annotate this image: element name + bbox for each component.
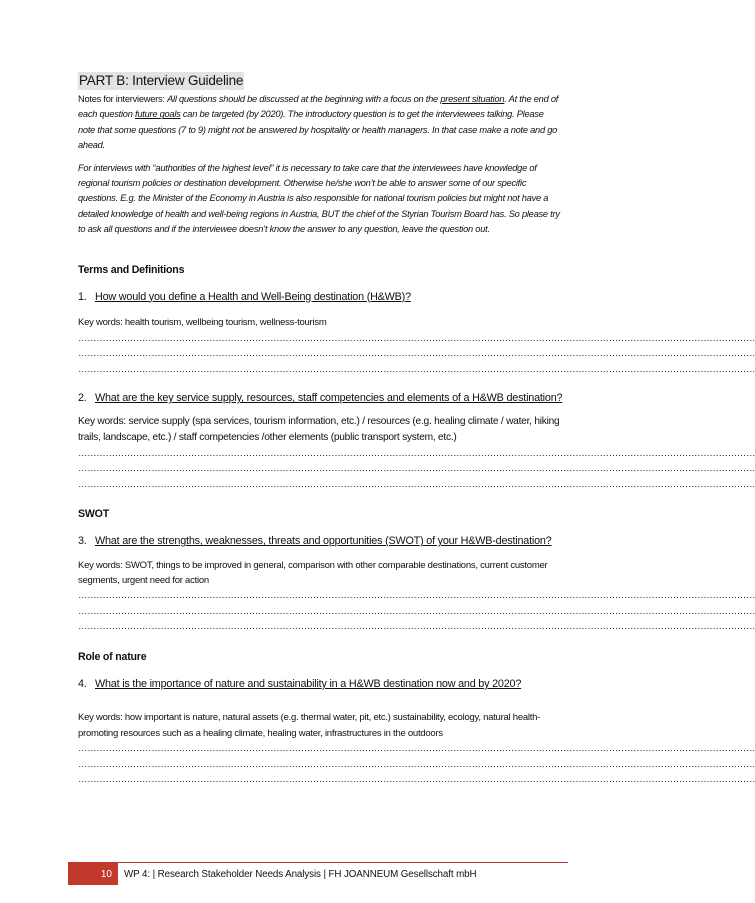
question-text: What is the importance of nature and sustainability in a H&WB destination now and by 2020? (95, 677, 522, 690)
keywords-1: Key words: health tourism, wellbeing tourism, wellness-tourism (78, 317, 327, 329)
section-heading-nature: Role of nature (78, 650, 147, 663)
answer-line: …………………………………………………………………………………………………………………………………………………………………………………………………… (78, 605, 755, 617)
question-number: 2. (78, 392, 87, 405)
page-footer (68, 862, 568, 885)
answer-line: …………………………………………………………………………………………………………………………………………………………………………………………………… (78, 447, 755, 459)
keywords-3: Key words: SWOT, things to be improved in general, comparison with other comparable destinations, current customer segments, urgent need for action (78, 559, 548, 586)
answer-line: …………………………………………………………………………………………………………………………………………………………………………………………………… (78, 332, 755, 344)
keywords-2: Key words: service supply (spa services, tourism information, etc.) / resources (e.g. healing climate / water, hiking trails, landscape, etc.) / staff competencies /other elements (public transport system, etc.) (78, 415, 560, 443)
answer-line: …………………………………………………………………………………………………………………………………………………………………………………………………… (78, 758, 755, 770)
question-text: What are the key service supply, resources, staff competencies and elements of a H&WB destination? (95, 392, 563, 405)
answer-line: …………………………………………………………………………………………………………………………………………………………………………………………………… (78, 363, 755, 375)
notes-paragraph-2: For interviews with “authorities of the highest level” it is necessary to take care that the interviewees have knowledge of regional tourism policies or destination development. Otherwise he/she won’t be able to answer some of our specific questions. E.g. the Minister of the Economy in Austria is also responsible for national tourism policies but might not have a detailed knowledge of health and well-being regions in Austria, BUT the chief of the Styrian Tourism Board has. So please try to ask all questions and if the interviewee doesn’t know the answer to any question, leave the question out. (78, 162, 560, 235)
notes-underlined: present situation (440, 94, 505, 104)
page-number: 10 (68, 863, 118, 885)
notes-text: At the end of each question (78, 94, 559, 120)
answer-line: …………………………………………………………………………………………………………………………………………………………………………………………………… (78, 478, 755, 490)
question-4 (78, 677, 563, 693)
answer-line: …………………………………………………………………………………………………………………………………………………………………………………………………… (78, 743, 755, 755)
page-content (78, 72, 755, 788)
question-text: How would you define a Health and Well-Being destination (H&WB)? (95, 290, 411, 303)
question-2 (78, 391, 563, 407)
notes-lead: Notes for interviewers: (78, 94, 168, 104)
section-heading-swot: SWOT (78, 508, 109, 521)
section-heading-terms: Terms and Definitions (78, 263, 185, 276)
answer-line: …………………………………………………………………………………………………………………………………………………………………………………………………… (78, 348, 755, 360)
question-number: 3. (78, 535, 87, 548)
question-1 (78, 290, 563, 306)
notes-paragraph-1 (78, 92, 563, 154)
notes-text: can be targeted (by 2020). The introductory question is to get the interviewees talking. Please note that some questions (7 to 9) might not be answered by hospitality or health managers. In that case make a note and go ahead. (78, 109, 558, 151)
answer-line: …………………………………………………………………………………………………………………………………………………………………………………………………… (78, 590, 755, 602)
question-number: 1. (78, 290, 87, 303)
notes-text: . (504, 94, 507, 104)
question-3 (78, 534, 563, 550)
answer-line: …………………………………………………………………………………………………………………………………………………………………………………………………… (78, 621, 755, 633)
keywords-4: Key words: how important is nature, natural assets (e.g. thermal water, pit, etc.) sustainability, ecology, natural health-promoting resources such as a healing climate, healing water, infrastructures in the outdoors (78, 712, 541, 739)
answer-line: …………………………………………………………………………………………………………………………………………………………………………………………………… (78, 774, 755, 786)
answer-line: …………………………………………………………………………………………………………………………………………………………………………………………………… (78, 463, 755, 475)
notes-text: All questions should be discussed at the beginning with a focus on the (167, 94, 441, 104)
notes-underlined: future goals (134, 109, 181, 120)
question-text: What are the strengths, weaknesses, threats and opportunities (SWOT) of your H&WB-destination? (95, 535, 552, 548)
page-title: PART B: Interview Guideline (79, 73, 244, 88)
footer-text: WP 4: | Research Stakeholder Needs Analysis | FH JOANNEUM Gesellschaft mbH (124, 868, 477, 880)
question-number: 4. (78, 677, 87, 690)
interviewer-notes (78, 92, 563, 238)
